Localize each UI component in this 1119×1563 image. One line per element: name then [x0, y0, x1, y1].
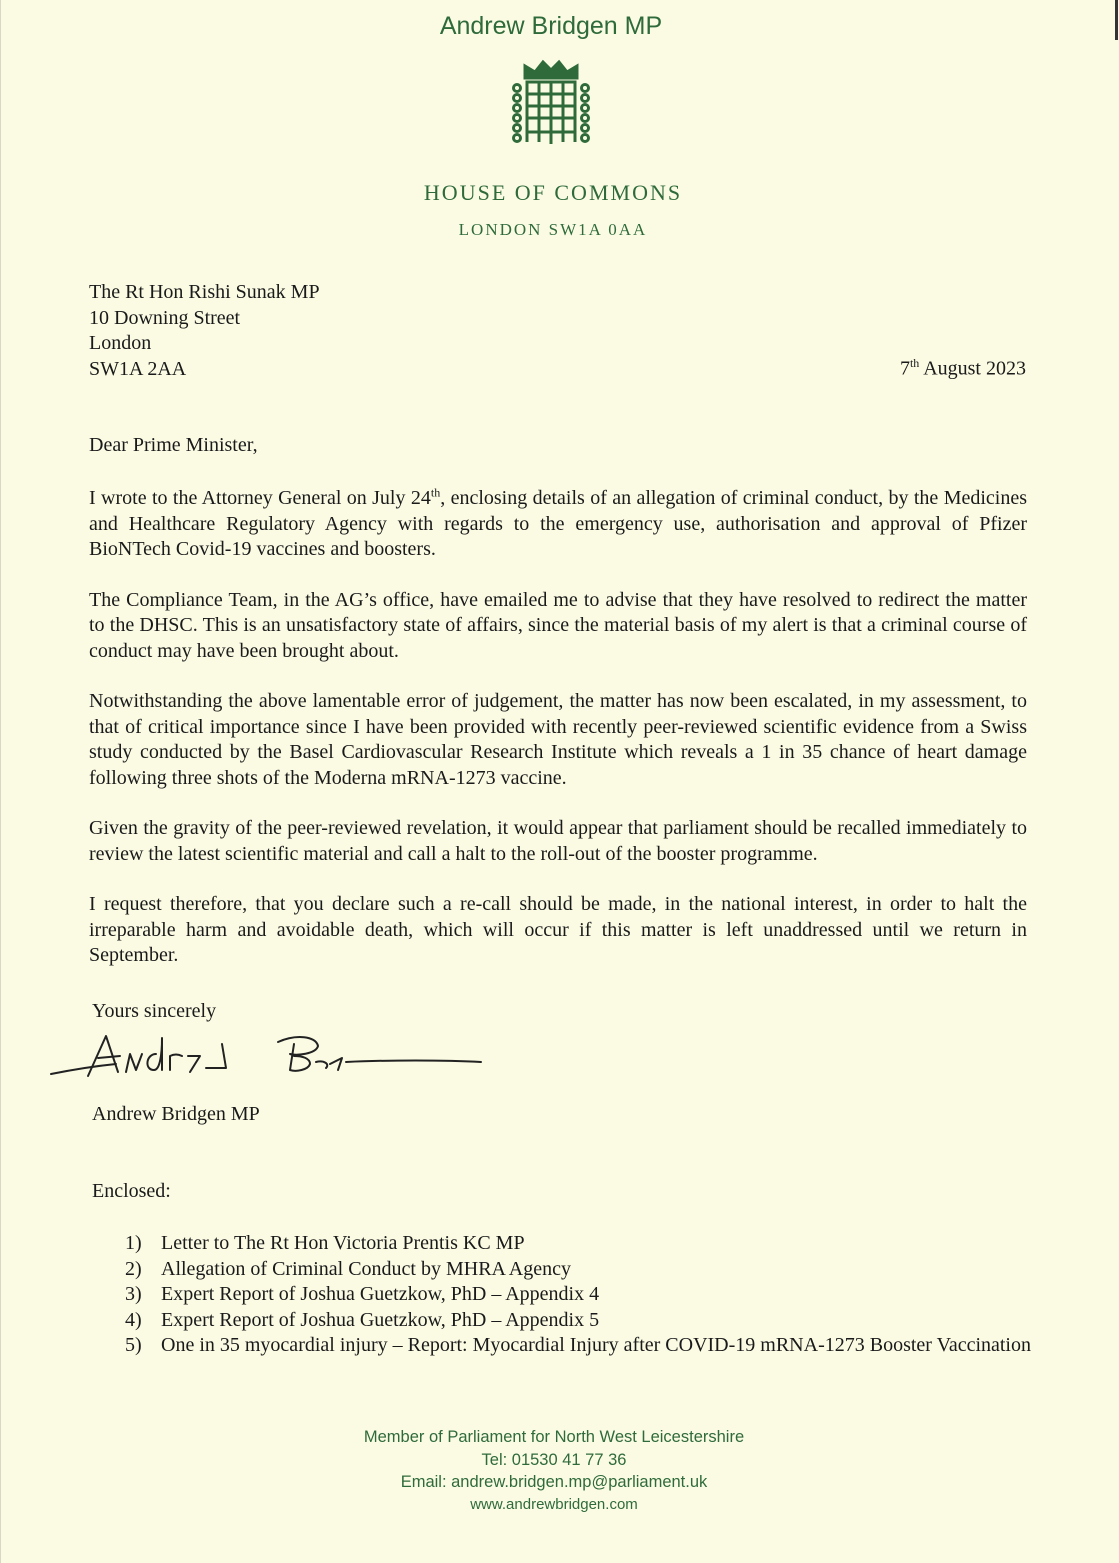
paragraph-4: Given the gravity of the peer-reviewed revelation, it would appear that parliament should be recalled immediately to review the latest scientific material and call a halt to the roll-out of the booster programme.: [89, 817, 1027, 865]
paragraph-1-b: , enclosing details of an allegation of criminal conduct, by the Medicines and Healthcare Regulatory Agency with regards to the emergency use, authorisation and approval of Pfizer BioNTech Covid-19 vaccines and boosters.: [89, 487, 1027, 560]
list-item: [125, 1308, 1035, 1334]
paragraph-2: The Compliance Team, in the AG’s office, have emailed me to advise that they have resolved to redirect the matter to the DHSC. This is an unsatisfactory state of affairs, since the material basis of my alert is that a criminal course of conduct may have been brought about.: [89, 588, 1027, 662]
list-item-number: 3): [125, 1283, 142, 1305]
date-rest: August 2023: [919, 357, 1026, 380]
paragraph-3: Notwithstanding the above lamentable error of judgement, the matter has now been escalated, in my assessment, to that of critical importance since I have been provided with recently peer-reviewed scientific evidence from a Swiss study conducted by the Basel Cardiovascular Research Institute which reveals a 1 in 35 chance of heart damage following three shots of the Moderna mRNA-1273 vaccine.: [89, 690, 1027, 789]
recipient-street: 10 Downing Street: [89, 306, 241, 329]
footer-website: www.andrewbridgen.com: [470, 1495, 638, 1513]
paragraph-1: [89, 486, 1027, 563]
recipient-postcode: SW1A 2AA: [89, 357, 187, 380]
list-item-number: 4): [125, 1308, 142, 1331]
list-item-number: 5): [125, 1334, 142, 1356]
paragraph-1-sup: th: [430, 485, 441, 500]
letter-body: [89, 486, 1027, 994]
scan-edge-mark: [1115, 0, 1118, 40]
list-item-text: Letter to The Rt Hon Victoria Prentis KC MP: [161, 1232, 525, 1254]
footer-email: Email: andrew.bridgen.mp@parliament.uk: [400, 1473, 708, 1491]
list-item: [125, 1257, 1035, 1283]
paragraph-1-a: I wrote to the Attorney General on July 24: [89, 487, 431, 509]
list-item: [125, 1333, 1035, 1359]
footer-role: Member of Parliament for North West Leicestershire: [363, 1428, 745, 1446]
letterhead-mp-name: Andrew Bridgen MP: [439, 12, 663, 40]
letterhead-address: LONDON SW1A 0AA: [458, 220, 648, 239]
list-item-text: Allegation of Criminal Conduct by MHRA Agency: [161, 1257, 571, 1280]
list-item: [125, 1231, 1035, 1257]
footer-tel: Tel: 01530 41 77 36: [481, 1450, 627, 1469]
date-suffix: th: [909, 356, 920, 370]
salutation: Dear Prime Minister,: [89, 434, 258, 456]
list-item-text: One in 35 myocardial injury – Report: Myocardial Injury after COVID-19 mRNA-1273 Booster Vaccination: [161, 1334, 1031, 1356]
recipient-address: [89, 280, 320, 382]
list-item: [125, 1282, 1035, 1308]
letterhead-house: HOUSE OF COMMONS: [423, 180, 683, 205]
recipient-city: London: [89, 332, 152, 354]
paragraph-5: I request therefore, that you declare such a re-call should be made, in the national interest, in order to halt the irreparable harm and avoidable death, which will occur if this matter is left unaddressed until we return in September.: [89, 893, 1027, 966]
portcullis-icon: [511, 58, 591, 154]
list-item-text: Expert Report of Joshua Guetzkow, PhD – Appendix 4: [161, 1283, 600, 1305]
list-item-number: 2): [125, 1257, 142, 1280]
letter-date: [900, 356, 1026, 381]
list-item-text: Expert Report of Joshua Guetzkow, PhD – Appendix 5: [161, 1308, 600, 1331]
signatory-name: Andrew Bridgen MP: [92, 1103, 260, 1125]
list-item-number: 1): [125, 1232, 142, 1254]
closing: Yours sincerely: [92, 1000, 217, 1022]
letter-footer: [1, 1426, 1107, 1516]
enclosures-list: [125, 1231, 1035, 1359]
recipient-name: The Rt Hon Rishi Sunak MP: [89, 281, 320, 303]
signature-image: [46, 1024, 486, 1094]
date-day: 7: [899, 357, 910, 380]
enclosed-label: Enclosed:: [92, 1180, 171, 1202]
